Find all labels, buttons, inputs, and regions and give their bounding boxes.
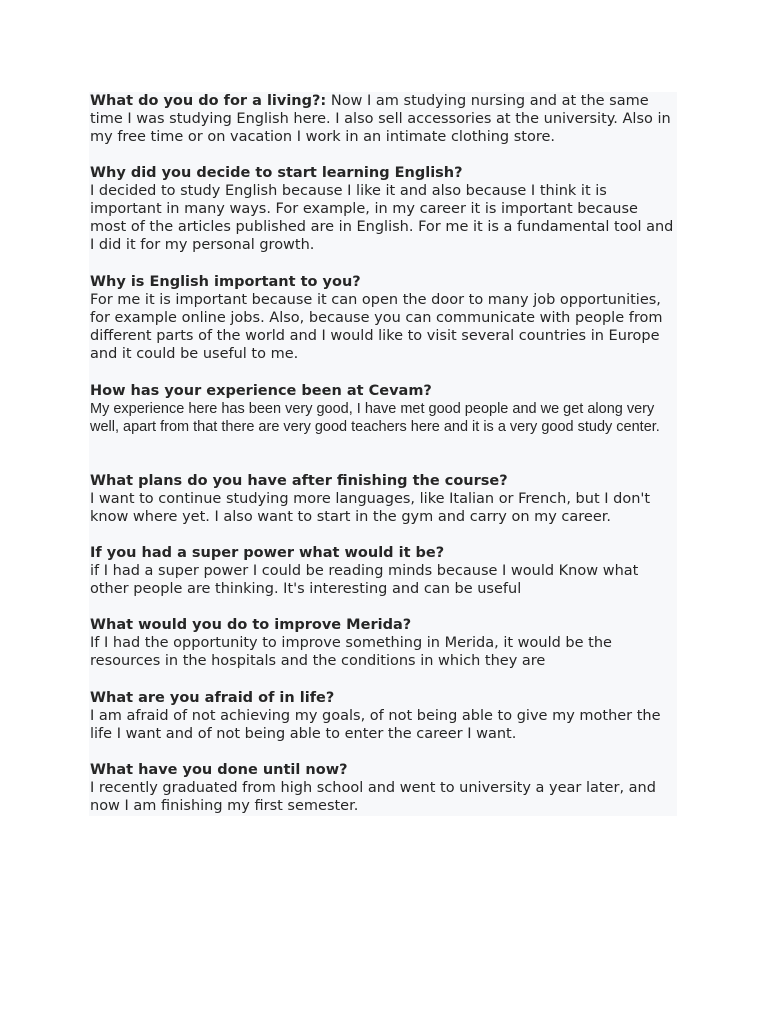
qa-item-until-now bbox=[90, 761, 678, 815]
answer-text: If I had the opportunity to improve something in Merida, it would be the resources in the hospitals and the conditions in which they are bbox=[90, 635, 612, 669]
qa-item-living bbox=[90, 92, 678, 146]
answer-text: For me it is important because it can open the door to many job opportunities, for example online jobs. Also, because you can communicate with people from different parts of the world and I would like to visit several countries in Europe and it could be useful to me. bbox=[90, 292, 663, 362]
qa-item-cevam bbox=[90, 382, 678, 436]
question-text: If you had a super power what would it be? bbox=[90, 545, 445, 561]
question-text: Why did you decide to start learning English? bbox=[90, 165, 463, 181]
qa-item-plans bbox=[90, 472, 678, 526]
question-text: What do you do for a living?: bbox=[90, 93, 327, 109]
question-text: What plans do you have after finishing the course? bbox=[90, 473, 508, 489]
answer-text: I recently graduated from high school and went to university a year later, and now I am finishing my first semester. bbox=[90, 780, 656, 814]
answer-text: I decided to study English because I like it and also because I think it is important in many ways. For example, in my career it is important because most of the articles published are in English. For me it is a fundamental tool and I did it for my personal growth. bbox=[90, 183, 674, 253]
qa-item-afraid bbox=[90, 689, 678, 743]
qa-item-why-english bbox=[90, 164, 678, 254]
question-text: What have you done until now? bbox=[90, 762, 348, 778]
answer-text: I want to continue studying more languages, like Italian or French, but I don't know where yet. I also want to start in the gym and carry on my career. bbox=[90, 491, 651, 525]
question-text: What would you do to improve Merida? bbox=[90, 617, 412, 633]
answer-text: if I had a super power I could be reading minds because I would Know what other people are thinking. It's interesting and can be useful bbox=[90, 563, 639, 597]
answer-text: Now I am studying nursing and at the same time I was studying English here. I also sell accessories at the university. Also in my free time or on vacation I work in an intimate clothing store. bbox=[90, 93, 671, 145]
question-text: What are you afraid of in life? bbox=[90, 690, 335, 706]
question-text: How has your experience been at Cevam? bbox=[90, 383, 432, 399]
question-text: Why is English important to you? bbox=[90, 274, 361, 290]
answer-text: My experience here has been very good, I have met good people and we get along very well, apart from that there are very good teachers here and it is a very good study center. bbox=[90, 401, 660, 435]
qa-item-superpower bbox=[90, 544, 678, 598]
qa-paragraph bbox=[90, 92, 678, 146]
qa-item-importance bbox=[90, 273, 678, 363]
qa-item-merida bbox=[90, 616, 678, 670]
answer-text: I am afraid of not achieving my goals, of not being able to give my mother the life I want and of not being able to enter the career I want. bbox=[90, 708, 661, 742]
